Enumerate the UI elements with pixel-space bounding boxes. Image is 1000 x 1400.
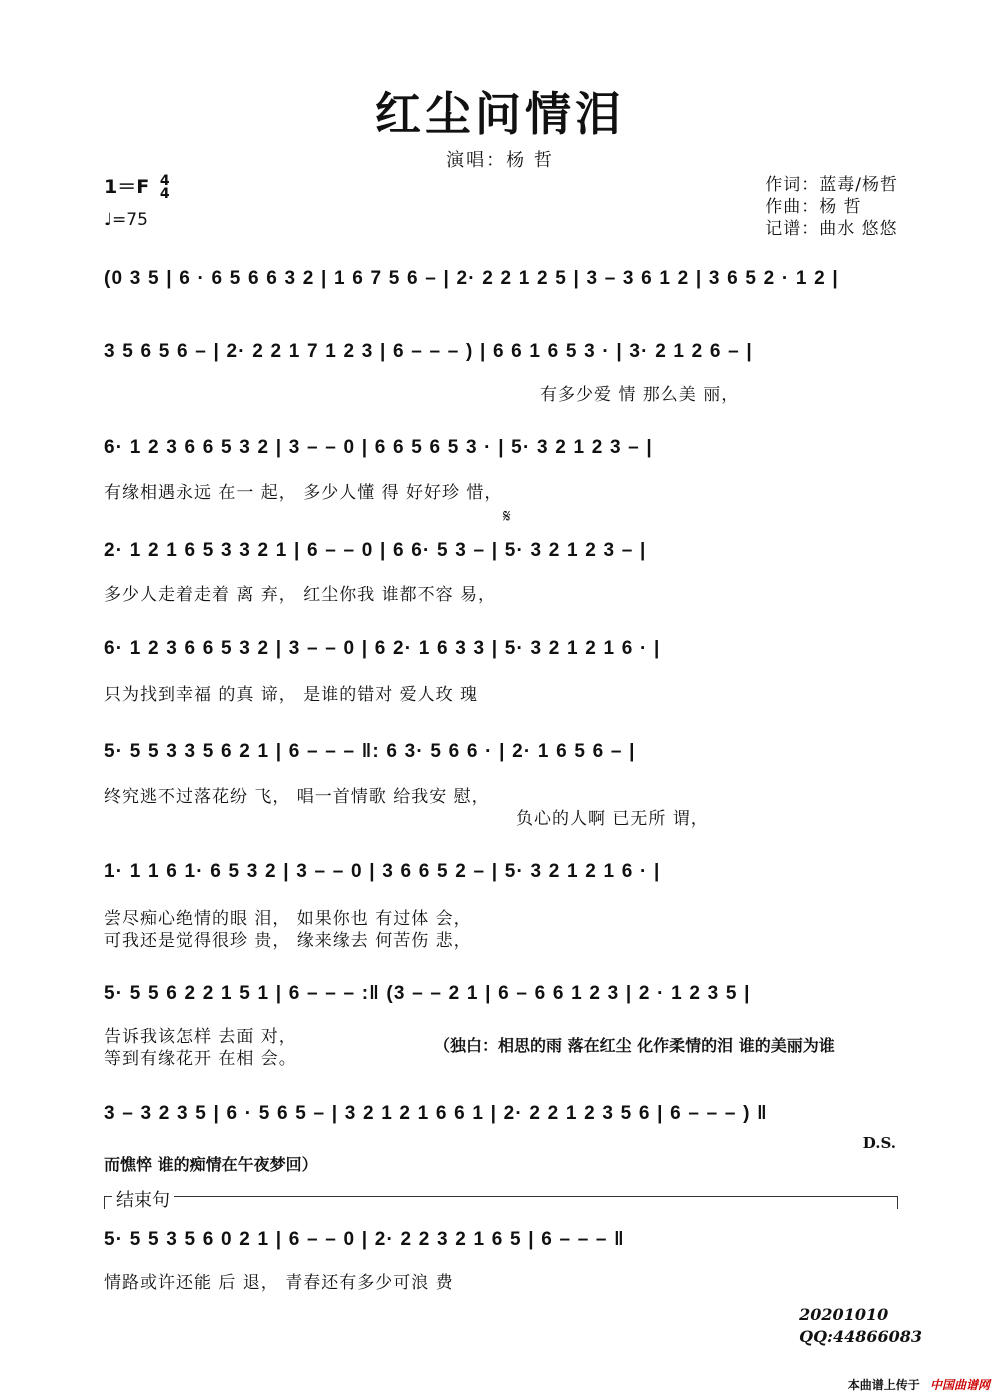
music-system-6: 5· 5 5 3 3 5 6 2 1 | 6 – – – ‖: 6 3· 5 6 6 · | 2· 1 6 5 6 – | xyxy=(104,741,636,762)
credits-block xyxy=(765,174,898,240)
music-system-3: 6· 1 2 3 6 6 5 3 2 | 3 – – 0 | 6 6 5 6 5 3 · | 5· 3 2 1 2 3 – | xyxy=(104,437,653,458)
music-system-1: (0 3 5 | 6 · 6 5 6 6 3 2 | 1 6 7 5 6 – | 2· 2 2 1 2 5 | 3 – 3 6 1 2 | 3 6 5 2 · 1 2 | xyxy=(104,268,839,289)
lyricist-credit: 作词：蓝毒/杨哲 xyxy=(765,175,898,195)
music-system-8: 5· 5 5 6 2 2 1 5 1 | 6 – – – :‖ (3 – – 2 1 | 6 – 6 6 1 2 3 | 2 · 1 2 3 5 | xyxy=(104,983,751,1004)
music-system-2: 3 5 6 5 6 – | 2· 2 2 1 7 1 2 3 | 6 – – – ) | 6 6 1 6 5 3 · | 3· 2 1 2 6 – | xyxy=(104,341,753,362)
lyric-line-6b: 负心的人啊 已无所 谓， xyxy=(516,809,709,829)
music-system-9: 3 – 3 2 3 5 | 6 · 5 6 5 – | 3 2 1 2 1 6 6 1 | 2· 2 2 1 2 3 5 6 | 6 – – – ) ‖ xyxy=(104,1103,768,1124)
music-system-7: 1· 1 1 6 1· 6 5 3 2 | 3 – – 0 | 3 6 6 5 2 – | 5· 3 2 1 2 1 6 · | xyxy=(104,861,661,882)
narration-line-1: （独白：相思的雨 落在红尘 化作柔情的泪 谁的美丽为谁 xyxy=(434,1036,835,1055)
narration-line-2: 而憔悴 谁的痴情在午夜梦回） xyxy=(104,1155,318,1174)
ending-lyric: 情路或许还能 后 退， 青春还有多少可浪 费 xyxy=(104,1273,454,1293)
lyric-line-7b: 可我还是觉得很珍 贵， 缘来缘去 何苦伤 悲， xyxy=(104,931,472,951)
lyric-line-5: 只为找到幸福 的真 谛， 是谁的错对 爱人玫 瑰 xyxy=(104,685,479,705)
date-text: 20201010 xyxy=(799,1305,889,1324)
ending-bracket xyxy=(104,1196,898,1209)
ending-music: 5· 5 5 3 5 6 0 2 1 | 6 – – 0 | 2· 2 2 3 2 1 6 5 | 6 – – – ‖ xyxy=(104,1229,625,1250)
site-logo[interactable]: 中国曲谱网 xyxy=(929,1378,990,1392)
lyric-line-2: 有多少爱 情 那么美 丽， xyxy=(540,385,740,405)
qq-text: QQ:44866083 xyxy=(799,1327,922,1346)
lyric-line-6: 终究逃不过落花纷 飞， 唱一首情歌 给我安 慰， xyxy=(104,787,490,807)
page-title: 红尘问情泪 xyxy=(375,87,625,141)
music-system-5: 6· 1 2 3 6 6 5 3 2 | 3 – – 0 | 6 2· 1 6 3 3 | 5· 3 2 1 2 1 6 · | xyxy=(104,638,661,659)
footer-text: 本曲谱上传于 xyxy=(847,1378,920,1392)
music-system-4: 2· 1 2 1 6 5 3 3 2 1 | 6 – – 0 | 6 6· 5 3 – | 5· 3 2 1 2 3 – | xyxy=(104,540,647,561)
segno-icon: 𝄋 xyxy=(503,506,511,527)
singer-label: 演唱：杨 哲 xyxy=(446,150,554,171)
composer-credit: 作曲：杨 哲 xyxy=(765,197,862,217)
ds-marking: D.S. xyxy=(862,1134,896,1152)
lyric-line-7: 尝尽痴心绝情的眼 泪， 如果你也 有过体 会， xyxy=(104,909,472,929)
key-signature: 1＝F 4 4 xyxy=(104,172,170,202)
tempo-marking: ♩=75 xyxy=(104,210,148,230)
lyric-line-8: 告诉我该怎样 去面 对， xyxy=(104,1027,297,1047)
date-stamp xyxy=(799,1304,922,1348)
footer-credit xyxy=(848,1376,990,1393)
ending-label: 结束句 xyxy=(112,1186,174,1212)
lyric-line-3: 有缘相遇永远 在一 起， 多少人懂 得 好好珍 惜， xyxy=(104,483,503,503)
lyric-line-4: 多少人走着走着 离 弃， 红尘你我 谁都不容 易， xyxy=(104,585,497,605)
lyric-line-8b: 等到有缘花开 在相 会。 xyxy=(104,1049,297,1069)
transcriber-credit: 记谱：曲水 悠悠 xyxy=(765,219,898,239)
